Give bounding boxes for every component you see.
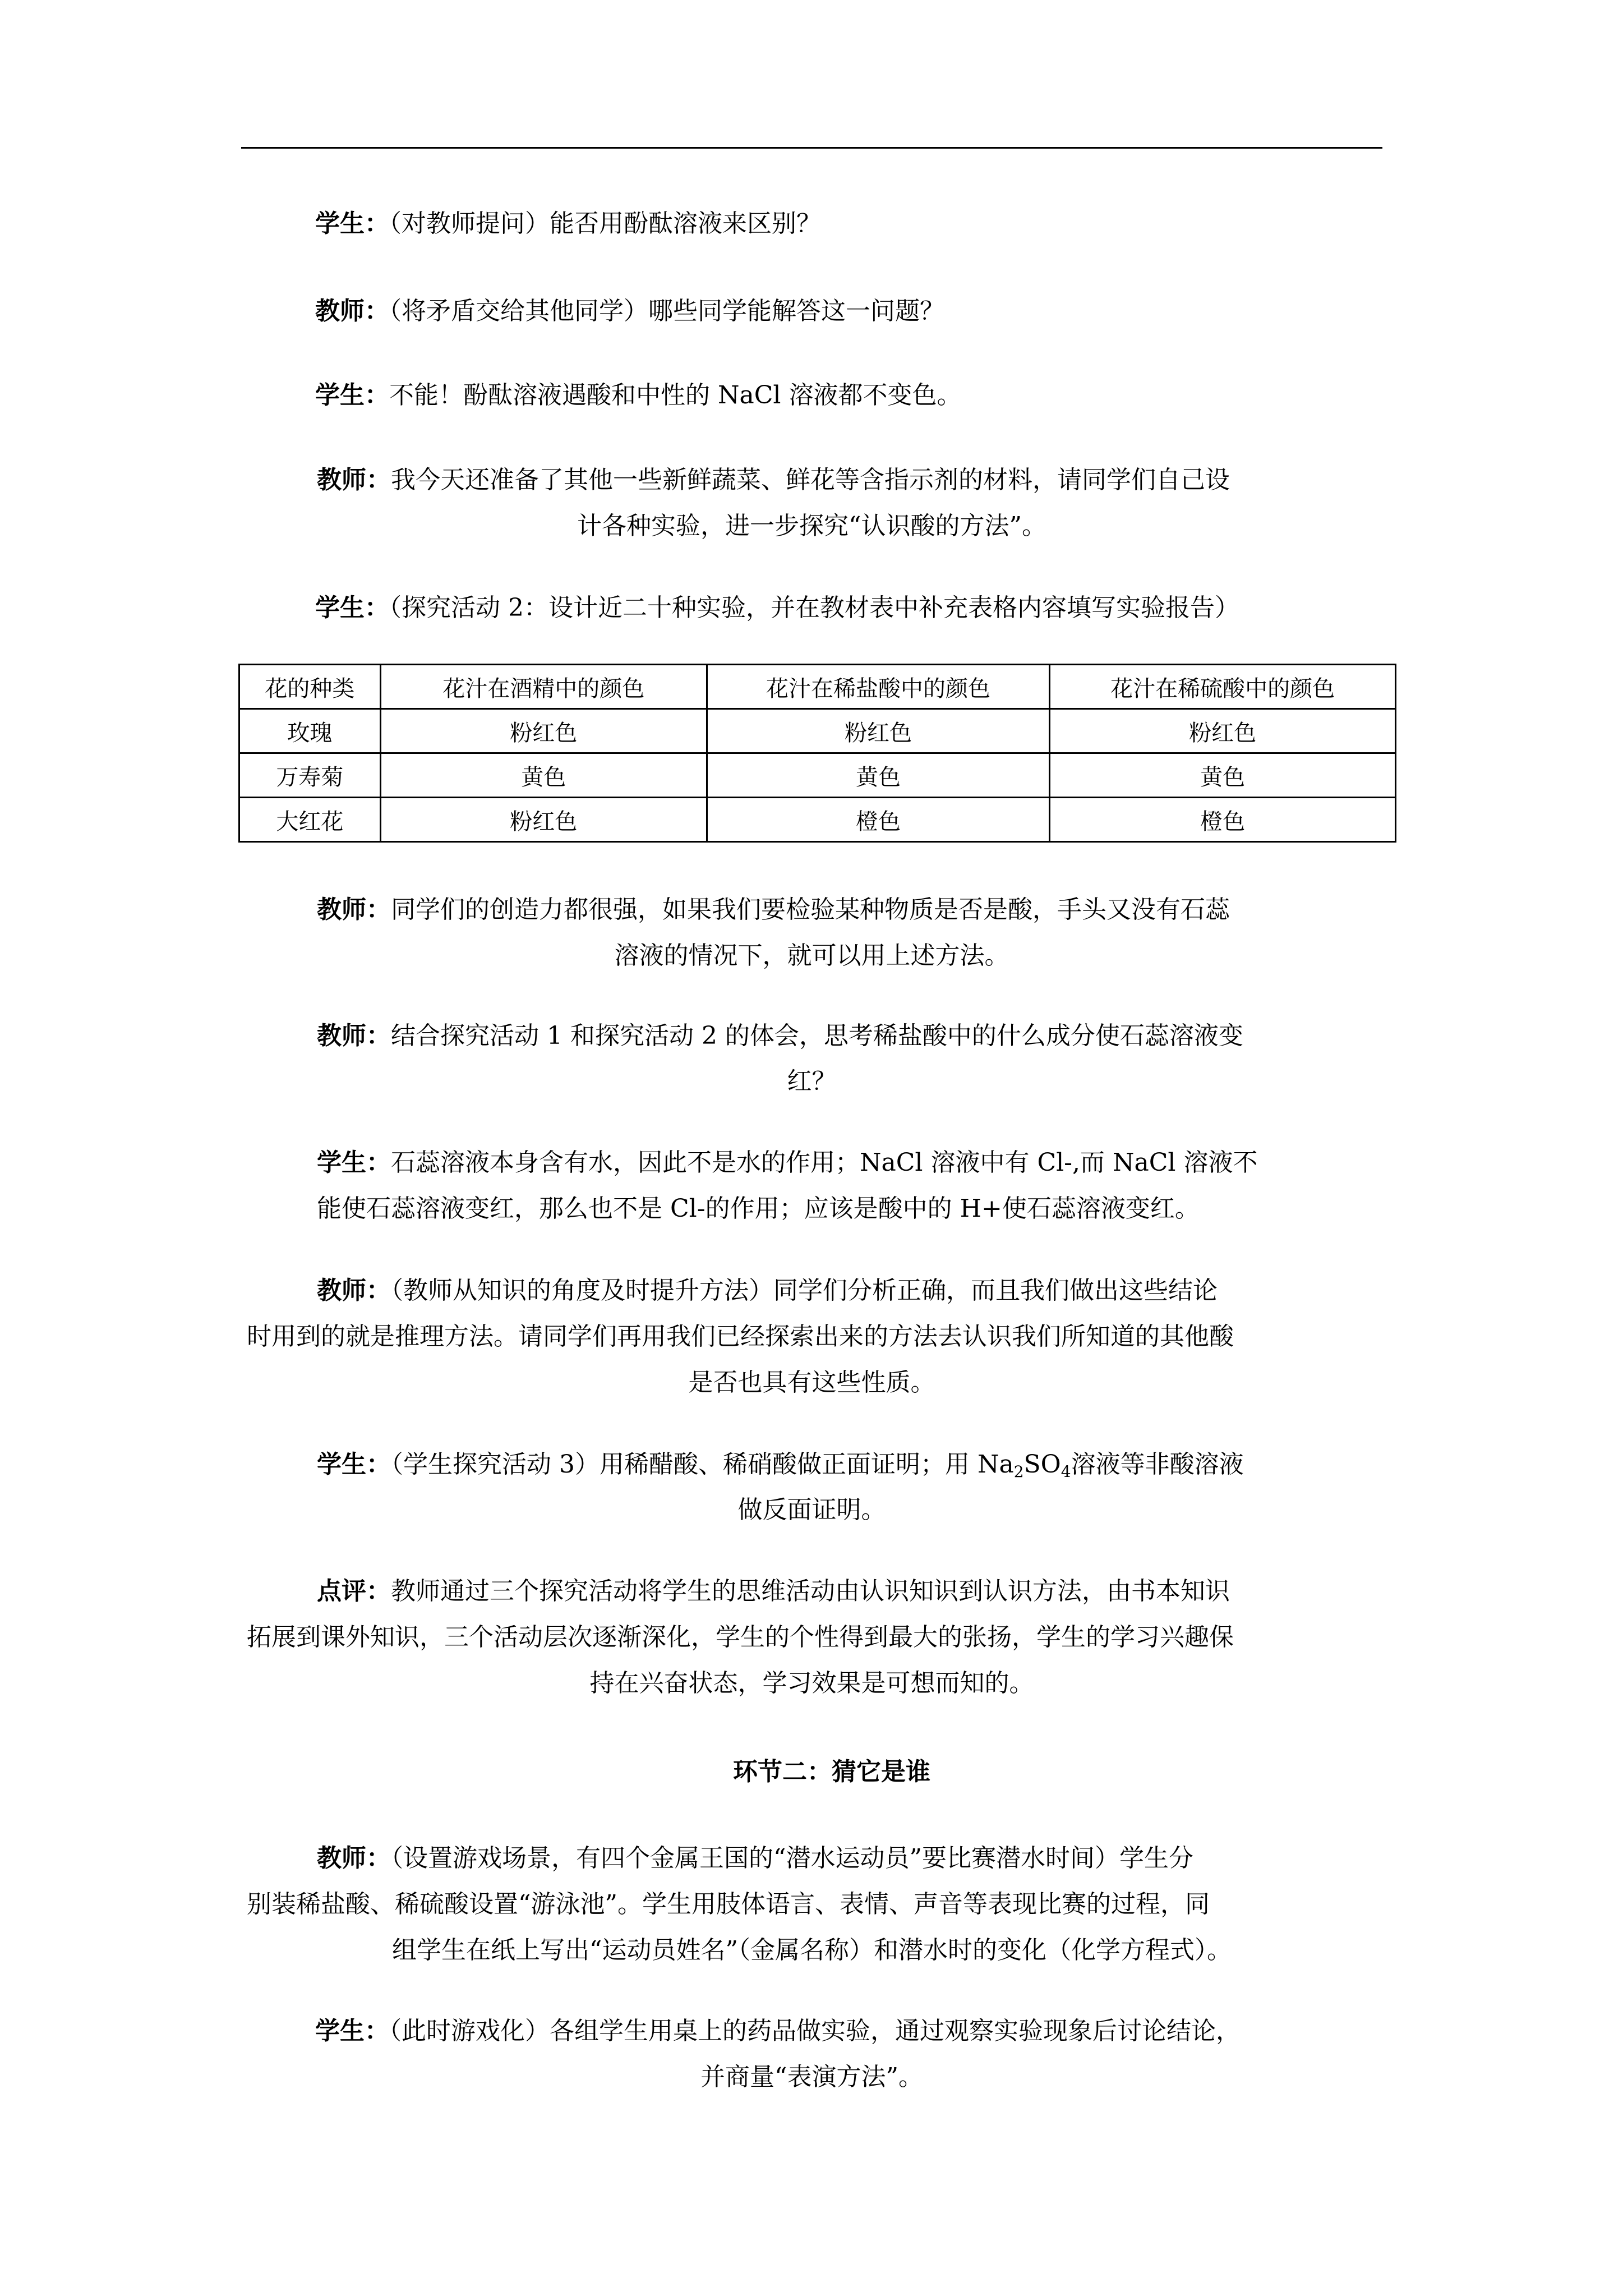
subscript: 4 (1061, 1462, 1071, 1481)
table-cell: 玫瑰 (239, 709, 381, 753)
table-cell: 粉红色 (380, 709, 707, 753)
table-header-cell: 花汁在酒精中的颜色 (380, 665, 707, 709)
table-cell: 橙色 (1050, 798, 1396, 842)
table-row (239, 709, 1396, 753)
dialog-line (315, 372, 961, 418)
speaker-label: 学生 (315, 209, 365, 238)
dialog-line (315, 288, 944, 334)
table-cell: 大红花 (239, 798, 381, 842)
dialog-continuation: 计各种实验，进一步探究“认识酸的方法”。 (577, 512, 1046, 540)
table-header-cell: 花汁在稀硫酸中的颜色 (1050, 665, 1396, 709)
dialog-line (317, 1442, 1244, 1488)
speaker-colon: ： (365, 297, 389, 325)
table-header-row (239, 665, 1396, 709)
flower-color-table (238, 664, 1396, 843)
dialog-continuation: 拓展到课外知识，三个活动层次逐渐深化，学生的个性得到最大的张扬，学生的学习兴趣保 (247, 1623, 1234, 1651)
dialog-continuation: 别装稀盐酸、稀硫酸设置“游泳池”。学生用肢体语言、表情、声音等表现比赛的过程，同 (247, 1890, 1210, 1918)
dialog-continuation: 是否也具有这些性质。 (688, 1368, 935, 1397)
speaker-label: 学生 (315, 2017, 365, 2045)
dialog-continuation: 红？ (787, 1067, 837, 1096)
header-rule (241, 147, 1382, 149)
speaker-label: 教师 (317, 466, 366, 494)
dialog-line (317, 1568, 1230, 1614)
speaker-colon: ： (366, 466, 391, 494)
table-cell: 黄色 (1050, 753, 1396, 798)
dialog-text: 不能！酚酞溶液遇酸和中性的 NaCl 溶液都不变色。 (389, 381, 962, 409)
table-cell: 万寿菊 (239, 753, 381, 798)
table-cell: 黄色 (707, 753, 1050, 798)
speaker-label: 教师 (317, 895, 366, 924)
dialog-text: （探究活动 2：设计近二十种实验，并在教材表中补充表格内容填写实验报告） (389, 593, 1239, 622)
dialog-continuation: 组学生在纸上写出“运动员姓名”（金属名称）和潜水时的变化（化学方程式）。 (392, 1936, 1232, 1964)
dialog-text: （此时游戏化）各组学生用桌上的药品做实验，通过观察实验现象后讨论结论， (389, 2017, 1241, 2045)
speaker-colon: ： (365, 2017, 389, 2045)
dialog-text: （学生探究活动 3）用稀醋酸、稀硝酸做正面证明；用 Na (391, 1450, 1014, 1479)
dialog-continuation: 并商量“表演方法”。 (700, 2063, 923, 2091)
speaker-colon: ： (365, 381, 389, 409)
speaker-colon: ： (366, 1276, 391, 1305)
table-header-cell: 花的种类 (239, 665, 381, 709)
speaker-colon: ： (366, 1577, 391, 1605)
dialog-line (317, 1140, 1257, 1186)
speaker-label: 学生 (315, 593, 365, 622)
speaker-colon: ： (365, 209, 389, 238)
speaker-label: 学生 (317, 1148, 366, 1177)
table-cell: 橙色 (707, 798, 1050, 842)
speaker-colon: ： (366, 1148, 391, 1177)
speaker-label: 教师 (315, 297, 365, 325)
speaker-label: 点评 (317, 1577, 366, 1605)
dialog-line (317, 457, 1230, 503)
speaker-label: 学生 (317, 1450, 366, 1479)
table-cell: 粉红色 (707, 709, 1050, 753)
dialog-text: 石蕊溶液本身含有水，因此不是水的作用；NaCl 溶液中有 Cl-,而 NaCl 溶液不 (391, 1148, 1258, 1177)
dialog-line (317, 1268, 1218, 1314)
dialog-text: 我今天还准备了其他一些新鲜蔬菜、鲜花等含指示剂的材料，请同学们自己设 (391, 466, 1230, 494)
dialog-line (317, 1013, 1243, 1059)
table-cell: 粉红色 (1050, 709, 1396, 753)
dialog-text: （将矛盾交给其他同学）哪些同学能解答这一问题？ (389, 297, 944, 325)
table-cell: 黄色 (380, 753, 707, 798)
dialog-text: 结合探究活动 1 和探究活动 2 的体会，思考稀盐酸中的什么成分使石蕊溶液变 (391, 1022, 1243, 1050)
dialog-line (315, 201, 821, 247)
dialog-continuation: 溶液的情况下，就可以用上述方法。 (614, 941, 1009, 970)
speaker-colon: ： (366, 1450, 391, 1479)
subscript: 2 (1013, 1462, 1024, 1481)
dialog-text: 教师通过三个探究活动将学生的思维活动由认识知识到认识方法，由书本知识 (391, 1577, 1230, 1605)
dialog-text: SO (1023, 1450, 1061, 1479)
speaker-label: 教师 (317, 1844, 366, 1872)
speaker-label: 教师 (317, 1022, 366, 1050)
speaker-colon: ： (366, 895, 391, 924)
speaker-label: 教师 (317, 1276, 366, 1305)
dialog-text: （对教师提问）能否用酚酞溶液来区别？ (389, 209, 821, 238)
dialog-continuation: 做反面证明。 (737, 1496, 886, 1524)
dialog-line (317, 1835, 1193, 1881)
table-row (239, 798, 1396, 842)
dialog-continuation: 能使石蕊溶液变红，那么也不是 Cl-的作用；应该是酸中的 H+使石蕊溶液变红。 (317, 1194, 1200, 1223)
speaker-colon: ： (365, 593, 389, 622)
dialog-text: 溶液等非酸溶液 (1071, 1450, 1244, 1479)
speaker-label: 学生 (315, 381, 365, 409)
dialog-line (315, 2008, 1241, 2054)
dialog-line (315, 585, 1239, 631)
table-header-cell: 花汁在稀盐酸中的颜色 (707, 665, 1050, 709)
dialog-text: 同学们的创造力都很强，如果我们要检验某种物质是否是酸，手头又没有石蕊 (391, 895, 1230, 924)
dialog-continuation: 时用到的就是推理方法。请同学们再用我们已经探索出来的方法去认识我们所知道的其他酸 (247, 1322, 1234, 1351)
dialog-text: （教师从知识的角度及时提升方法）同学们分析正确，而且我们做出这些结论 (391, 1276, 1218, 1305)
speaker-colon: ： (366, 1844, 391, 1872)
dialog-line (317, 887, 1230, 933)
table-cell: 粉红色 (380, 798, 707, 842)
speaker-colon: ： (366, 1022, 391, 1050)
dialog-continuation: 持在兴奋状态，学习效果是可想而知的。 (589, 1669, 1034, 1697)
dialog-text: （设置游戏场景，有四个金属王国的“潜水运动员”要比赛潜水时间）学生分 (391, 1844, 1193, 1872)
table-row (239, 753, 1396, 798)
section-heading: 环节二：猜它是谁 (733, 1757, 930, 1786)
